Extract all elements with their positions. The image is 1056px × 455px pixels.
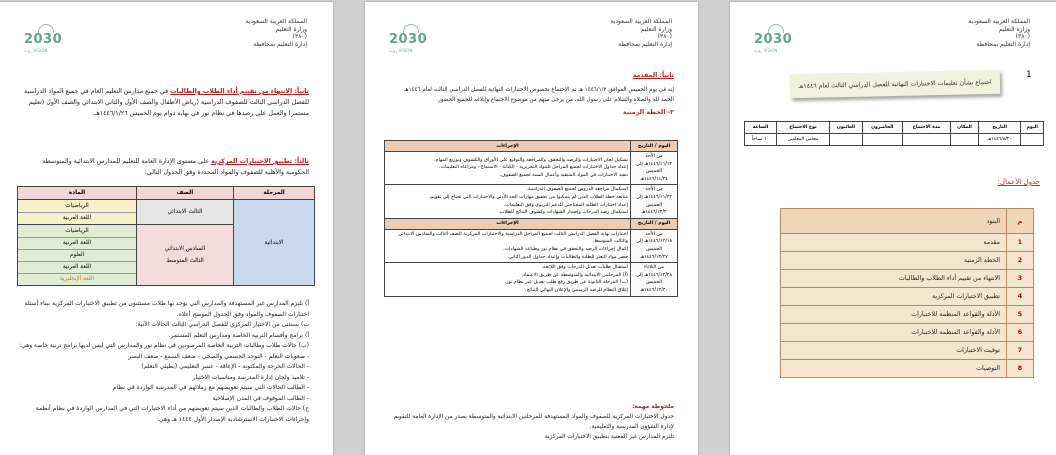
table-header: اليوم	[1021, 122, 1044, 134]
procedure-item: استكمال رصد الدرجات وإصدار الشهادات وكشوف النتائج للطلاب.	[498, 210, 628, 216]
org-line: وزارة التعليم	[998, 25, 1030, 33]
table-row	[18, 200, 315, 225]
agenda-number: 3	[1007, 270, 1034, 288]
agenda-item: تطبيق الاختبارات المركزية	[781, 288, 1007, 306]
subject-item: اللغة العربية	[18, 238, 136, 250]
page-header	[730, 12, 1056, 52]
procedure-item: استكمال مراجعة الدروس لجميع الصفوف الدراسية.	[526, 187, 628, 193]
logo-subtext: رؤيـة VISION	[389, 48, 413, 53]
table-row	[781, 306, 1034, 324]
procedure-item: حصر مواد التعثر للطلبة والطالبات وإعداد جداول الدور الثاني.	[507, 254, 628, 260]
agenda-number: 1	[1007, 234, 1034, 252]
agenda-table	[780, 208, 1034, 378]
procedure-cell	[385, 229, 631, 262]
subject-item: الرياضيات	[18, 226, 136, 238]
table-header: الحاضرون	[862, 122, 902, 134]
org-lines	[245, 18, 307, 48]
agenda-item: مقدمة	[781, 234, 1007, 252]
table-header: م	[1007, 209, 1034, 234]
important-note	[384, 402, 674, 442]
table-cell	[951, 134, 979, 146]
procedure-cell	[385, 152, 631, 185]
procedure-item: (ب) المرحلة الثانوية عن طريق رفع طلب تعديل عبر نظام نور.	[504, 280, 628, 286]
subject-cell	[18, 225, 137, 286]
procedure-item: (أ) المرحلتين الابتدائية والمتوسطة عن طريق الاعتماد.	[521, 272, 628, 278]
list-item: - صعوبات التعلم - التوحد الجسمي والصحي - ضعف السمع - ضعف البصر	[128, 352, 309, 360]
table-header-row	[781, 209, 1034, 234]
subject-item: العلوم	[18, 250, 136, 262]
procedure-item: إغلاق النظام للرصد الرسمي والإعلان النهائي للنتائج.	[525, 287, 628, 293]
table-header: مدة الاجتماع	[902, 122, 950, 134]
note-body: تلتزم المدارس غير المعنية بتطبيق الاختبارات المركزية	[544, 434, 674, 440]
agenda-number: 6	[1007, 324, 1034, 342]
subject-item: اللغة الإنجليزية	[59, 276, 95, 282]
vision-2030-logo	[752, 24, 798, 53]
org-line: (٣٨٠)	[292, 33, 307, 40]
procedure-item: إعداد اختبارات الطلبة المحتاجين للدعم التربوي وفق التعليمات.	[503, 202, 628, 208]
table-header: الغائبون	[829, 122, 862, 134]
table-header: الساعة	[745, 122, 777, 134]
section-title: ثانياً: الانتهاء من تقييم أداء الطلاب والطالبات	[170, 88, 309, 95]
note-item: ج) حالات الطلاب والطالبات الذين سيتم تعويضهم من أداء الاختبارات التي في المدارس الواردة في نظام أنظمة وإجراءات الاختبارات الاسترشادية الإصدار الأول ١٤٤٤ هـ وهي:	[35, 405, 309, 423]
table-row	[781, 342, 1034, 360]
date-cell: من الثلاثاء ١٤٤٦/١٢/٢٨هـ إلى الخميس ١٤٤٦/١٢/٣٠هـ	[631, 263, 678, 296]
grade-cell	[137, 225, 234, 286]
procedure-item: استقبال طلبات تعديل الدرجات وفق اللائحة.	[541, 265, 628, 271]
table-cell: ١٤٤٦/٨/٢٠هـ	[978, 134, 1021, 146]
agenda-item: توقيت الاختبارات	[781, 342, 1007, 360]
procedure-item: إكمال إجراءات الرصد والتحقق في نظام نور وطباعة الشهادات.	[503, 246, 628, 252]
timeline-table	[384, 140, 678, 297]
org-lines	[968, 18, 1030, 48]
agenda-number: 5	[1007, 306, 1034, 324]
table-cell	[902, 134, 950, 146]
table-header: التاريخ	[978, 122, 1021, 134]
table-row	[781, 234, 1034, 252]
table-row	[781, 324, 1034, 342]
table-header: اليوم / التاريخ	[631, 218, 678, 229]
procedure-item: تشكيل لجان الاختبارات والرصد والتحقق، والمراجعة والتوقيع على الأوراق والكشوف وتوزيع المهام.	[434, 157, 628, 163]
meeting-title-banner: اجتماع بشأن تعليمات الاختبارات النهائية للفصل الدراسي الثالث لعام ١٤٤٦هـ	[790, 70, 1000, 98]
note-title: ملحوظة مهمة:	[632, 404, 674, 410]
table-row	[781, 252, 1034, 270]
table-row	[385, 185, 678, 218]
subject-item: اللغة العربية	[18, 262, 136, 274]
procedure-item: إعداد جداول الاختبارات لجميع المراحل للمواد التحريرية - الكتابة - الاستماع - ومراعاة التعليمات.	[439, 165, 628, 171]
org-line: إدارة التعليم بمحافظة	[976, 40, 1030, 48]
org-line: المملكة العربية السعودية	[245, 18, 307, 25]
org-line: (٣٨٠)	[657, 33, 672, 40]
page-header	[365, 12, 698, 52]
subject-item: الرياضيات	[18, 201, 136, 213]
agenda-item: التوصيات	[781, 360, 1007, 378]
table-row	[745, 134, 1044, 146]
vision-2030-logo	[22, 24, 68, 53]
meeting-info-table	[744, 121, 1044, 146]
procedure-item: متابعة خطة الطلاب الذين لم يتمكنوا من تحقيق مهارات الحد الأدنى والاختبارات التي تحتاج إلى تقويم.	[428, 194, 628, 200]
section-body: على مستوى الإدارة العامة للتعليم للمدارس الابتدائية والمتوسطة الحكومية والأهلية للصفوف والمواد المحددة وفق الجدول التالي:	[42, 158, 309, 176]
intro-line: إنه في يوم الخميس الموافق ١٤٤٦/١/٢ هـ تم الاجتماع بخصوص الاختبارات النهائية للفصل الدراسي الثالث لعام ١٤٤٦هـ	[403, 87, 674, 93]
table-row	[781, 288, 1034, 306]
table-header-row	[18, 187, 315, 200]
table-row	[385, 152, 678, 185]
table-row	[385, 229, 678, 262]
org-line: المملكة العربية السعودية	[968, 18, 1030, 25]
document-page-right	[730, 2, 1056, 455]
stage-cell: الابتدائية	[234, 200, 315, 286]
table-header-row	[385, 141, 678, 152]
table-header: البنود	[781, 209, 1007, 234]
table-row	[781, 360, 1034, 378]
org-line: وزارة التعليم	[640, 25, 672, 33]
vision-2030-logo	[387, 24, 433, 53]
grade-line: السادس الابتدائي	[164, 246, 206, 252]
table-header: الإجراءات	[385, 218, 631, 229]
logo-subtext: رؤيـة VISION	[754, 48, 778, 53]
note-item: (ب) حالات طلاب وطالبات التربية الخاصة المرصودين في نظام نور والمدارس التي ليس لديها برامج تربية خاصة وهي:	[19, 342, 309, 349]
agenda-number: 7	[1007, 342, 1034, 360]
table-header: المرحلة	[234, 187, 315, 200]
agenda-number: 8	[1007, 360, 1034, 378]
intro-section	[384, 70, 674, 118]
table-header: المكان	[951, 122, 979, 134]
table-header: نوع الاجتماع	[776, 122, 829, 134]
note-body: جدول الاختبارات المركزية للصفوف والمواد المستهدفة للمرحلتين الابتدائية والمتوسطة يصدر من الإدارة العامة للتقويم لإدارة الشؤون المدرسية والتعليمية.	[393, 414, 674, 430]
document-page-middle	[365, 2, 698, 455]
table-header: المادة	[18, 187, 137, 200]
table-row	[385, 263, 678, 296]
org-line: وزارة التعليم	[275, 25, 307, 33]
paragraph-central-exams	[19, 156, 309, 178]
org-line: (٣٨٠)	[1015, 33, 1030, 40]
table-cell	[1021, 134, 1044, 146]
note-item: ب) يستثنى من الاختبار المركزي للفصل الدراسي الثالث الحالات الآتية:	[135, 321, 309, 328]
grade-line: الثالث المتوسط	[166, 258, 204, 264]
table-header-row	[385, 218, 678, 229]
plan-title: ٢- الخطة الزمنية	[622, 109, 674, 116]
logo-text: 2030	[754, 32, 793, 47]
agenda-number: 4	[1007, 288, 1034, 306]
page-header	[0, 12, 333, 52]
table-row	[781, 270, 1034, 288]
exam-notes	[19, 299, 309, 425]
procedure-cell	[385, 263, 631, 296]
list-item: - تلاميذ ولجان إدارة المدرسة ومناسبات الاختبار	[192, 373, 309, 381]
org-line: إدارة التعليم بمحافظة	[618, 40, 672, 48]
date-cell: من الأحد ١٤٤٦/١٢/١٨هـ إلى الخميس ١٤٤٦/١٢/٢٧هـ	[631, 229, 678, 262]
subjects-table	[17, 186, 315, 286]
table-header: الصف	[137, 187, 234, 200]
section-title: ثالثاً: تطبيق الاختبارات المركزية	[211, 158, 309, 165]
agenda-title: جدول الأعمال:	[997, 178, 1040, 186]
agenda-item: الخطة الزمنية	[781, 252, 1007, 270]
logo-text: 2030	[389, 32, 428, 47]
org-line: إدارة التعليم بمحافظة	[253, 40, 307, 48]
grade-cell: الثالث الابتدائي	[137, 200, 234, 225]
list-item: - الطالب الحالات التي سيتم تعويضهم مع زملائهم في المدرسة الواردة في نظام	[112, 384, 309, 391]
procedure-item: تنفيذ الاختبارات في المواد المتبقية وأعمال السنة لجميع الصفوف.	[499, 172, 628, 178]
table-cell: ١٠ صباحاً	[745, 134, 777, 146]
document-page-left	[0, 2, 333, 455]
date-cell: من الأحد ١٤٤٦/١١/١٢هـ إلى الخميس ١٤٤٦/١١/٢٤هـ	[631, 152, 678, 185]
table-cell	[862, 134, 902, 146]
agenda-item: الانتهاء من تقييم أداء الطلاب والطالبات	[781, 270, 1007, 288]
subject-cell	[18, 200, 137, 225]
table-cell: مجلس المعلمين	[776, 134, 829, 146]
section-body: في جميع مدارس التعليم العام في جميع المواد الدراسية للفصل الدراسي الثالث للصفوف الدراسية (رياض الأطفال والصف الأول والثاني الابتدائي والصف الأول (تعليم مستمر) والعمل على رصدها في نظام نور في نهاية دوام يوم الخميس ١٤٤٦/١/٢٦هـ.	[24, 88, 309, 117]
page-number: 1	[1026, 70, 1032, 80]
procedure-item: اختبارات نهاية الفصل الدراسي الثالث لجميع المراحل الدراسية والاختبارات المركزية للصف الثالث والسادس الابتدائي والثالث المتوسط.	[398, 231, 628, 245]
list-item: - الطالب الموقوف في المدن الإصلاحية	[212, 394, 309, 402]
note-item: أ) تلتزم المدارس غير المستهدفة والمدارس التي يوجد بها طلاب مستثنون من تطبيق الاختبارات المركزية ببناء أسئلة اختبارات الصفوف والمواد وفق الجدول الموضح أعلاه.	[24, 300, 309, 318]
list-item: - الحالات الحرجة والمكتوبة - الإعاقة - عسر التعليمي (بطيئي التعلم)	[141, 363, 309, 370]
agenda-item: الأدلة والقواعد المنظمة للاختبارات	[781, 306, 1007, 324]
table-header: اليوم / التاريخ	[631, 141, 678, 152]
logo-text: 2030	[24, 32, 63, 47]
agenda-item: الأدلة والقواعد المنظمة للاختبارات	[781, 324, 1007, 342]
org-line: المملكة العربية السعودية	[610, 18, 672, 25]
org-lines	[610, 18, 672, 48]
table-cell	[829, 134, 862, 146]
logo-subtext: رؤيـة VISION	[24, 48, 48, 53]
section-title: ثانياً: المقدمة	[632, 72, 674, 79]
paragraph-evaluation	[19, 86, 309, 119]
procedure-cell	[385, 185, 631, 218]
table-header: الإجراءات	[385, 141, 631, 152]
table-header-row	[745, 122, 1044, 134]
agenda-number: 2	[1007, 252, 1034, 270]
subject-item: اللغة العربية	[62, 215, 92, 221]
intro-line: الحمد لله والصلاة والسلام على رسول الله، من يرجى منهم من موضوع الاجتماع وإبلاغه للجميع الحضور.	[436, 97, 674, 103]
date-cell: من الأحد ١٤٤٦/١١/٢٢هـ إلى الخميس ١٤٤٦/١٢/٢هـ	[631, 185, 678, 218]
note-item: أ) برامج وأقسام التربية الخاصة ومدارس التعلم المستمر.	[168, 331, 309, 339]
